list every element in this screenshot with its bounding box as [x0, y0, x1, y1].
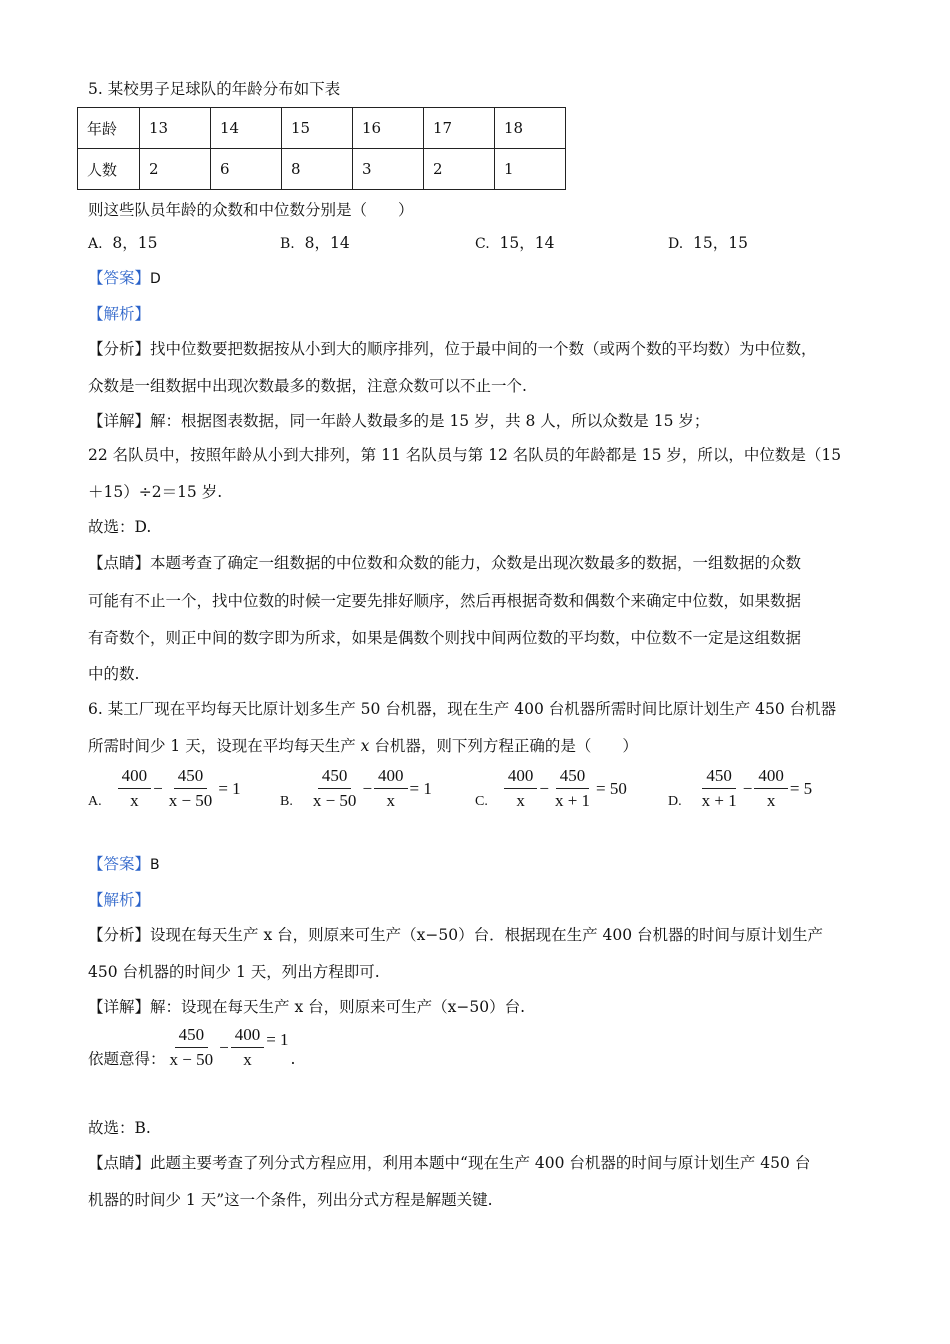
- numerator: 450: [174, 766, 208, 789]
- fraction: [166, 1025, 218, 1070]
- stem-text: 所需时间少 1 天，设现在平均每天生产: [88, 737, 361, 755]
- q6-equation-line: [88, 1025, 295, 1070]
- q6-conclusion: 故选：B.: [88, 1119, 151, 1137]
- table-cell: 3: [353, 149, 424, 190]
- dianjing-tag: 【点睛】: [88, 1154, 151, 1172]
- table-cell: 年龄: [78, 108, 140, 149]
- fraction: [165, 766, 217, 811]
- option-label: B.: [280, 793, 293, 809]
- q6-stem: 6. 某工厂现在平均每天比原计划多生产 50 台机器，现在生产 400 台机器所需时间比原计划生产 450 台机器: [88, 700, 837, 718]
- table-cell: 17: [424, 108, 495, 149]
- table-cell: 2: [140, 149, 211, 190]
- numerator: 400: [504, 766, 538, 789]
- rhs: = 5: [789, 778, 813, 798]
- option-text: 8，15: [112, 234, 158, 252]
- denominator: x − 50: [168, 791, 213, 810]
- rhs: = 1: [409, 778, 432, 798]
- rhs: = 50: [596, 778, 627, 798]
- option-label: C.: [475, 793, 488, 809]
- q5-xiangjie: [88, 409, 709, 431]
- q5-fenxi-line2: 众数是一组数据中出现次数最多的数据，注意众数可以不止一个.: [88, 377, 527, 395]
- fraction: [374, 766, 408, 811]
- answer-value: B: [150, 857, 160, 873]
- q6-stem-line2: [88, 734, 638, 756]
- age-table: [77, 107, 566, 190]
- table-cell: 1: [495, 149, 566, 190]
- table-cell: 15: [282, 108, 353, 149]
- q6-option-a[interactable]: [88, 766, 243, 811]
- q5-analysis-heading: 【解析】: [88, 305, 151, 323]
- q6-option-c[interactable]: [475, 766, 629, 811]
- fenxi-tag: 【分析】: [88, 926, 151, 944]
- option-label: B.: [280, 236, 295, 252]
- table-cell: 18: [495, 108, 566, 149]
- denominator: x: [386, 791, 396, 810]
- q5-title: 5. 某校男子足球队的年龄分布如下表: [88, 80, 341, 98]
- table-cell: 人数: [78, 149, 140, 190]
- option-text: 15，14: [499, 234, 555, 252]
- denominator: x − 50: [169, 1050, 214, 1069]
- table-row: [78, 108, 566, 149]
- rhs: = 1: [266, 1029, 289, 1049]
- q6-option-d[interactable]: [668, 766, 814, 811]
- option-text: 15，15: [693, 234, 748, 252]
- fraction: [231, 1025, 265, 1070]
- option-label: D.: [668, 793, 682, 809]
- q6-answer: [88, 852, 160, 874]
- answer-value: D: [150, 271, 161, 287]
- option-label: D.: [668, 236, 684, 252]
- numerator: 400: [374, 766, 408, 789]
- dianjing-tag: 【点睛】: [88, 554, 151, 572]
- numerator: 400: [118, 766, 152, 789]
- dianjing-text: 本题考查了确定一组数据的中位数和众数的能力，众数是出现次数最多的数据，一组数据的众数: [150, 554, 802, 572]
- xiangjie-tag: 【详解】: [88, 998, 151, 1016]
- fraction: [698, 766, 741, 811]
- numerator: 450: [318, 766, 352, 789]
- numerator: 400: [754, 766, 788, 789]
- table-cell: 6: [211, 149, 282, 190]
- rhs: = 1: [218, 778, 241, 798]
- table-cell: 8: [282, 149, 353, 190]
- q5-answer: [88, 266, 161, 288]
- fraction: [309, 766, 361, 811]
- q5-dianjing-line3: 有奇数个，则正中间的数字即为所求，如果是偶数个则找中间两位数的平均数，中位数不一定是这组数据: [88, 629, 802, 647]
- q5-option-b[interactable]: [280, 231, 350, 253]
- option-label: C.: [475, 236, 490, 252]
- option-label: A.: [88, 793, 102, 809]
- q6-xiangjie: [88, 995, 525, 1017]
- q5-stem: 则这些队员年龄的众数和中位数分别是（ ）: [88, 201, 414, 219]
- fenxi-text: 设现在每天生产 x 台，则原来可生产（x−50）台．根据现在生产 400 台机器的时间与原计划生产: [150, 926, 824, 944]
- denominator: x: [243, 1050, 252, 1069]
- q5-option-d[interactable]: [668, 231, 748, 253]
- q5-option-c[interactable]: [475, 231, 554, 253]
- operator: −: [153, 778, 163, 798]
- denominator: x: [516, 791, 525, 810]
- q6-analysis-heading: 【解析】: [88, 891, 151, 909]
- q5-conclusion: 故选：D.: [88, 518, 152, 536]
- numerator: 450: [175, 1025, 209, 1048]
- q6-dianjing: [88, 1151, 810, 1173]
- equation-label: 依题意得：: [88, 1049, 166, 1068]
- fraction: [754, 766, 788, 811]
- numerator: 400: [231, 1025, 265, 1048]
- numerator: 450: [556, 766, 590, 789]
- numerator: 450: [702, 766, 736, 789]
- q5-xiangjie-line2: 22 名队员中，按照年龄从小到大排列，第 11 名队员与第 12 名队员的年龄都是 15 岁，所以，中位数是（15: [88, 446, 842, 464]
- fraction: [551, 766, 594, 811]
- stem-text: 台机器，则下列方程正确的是（ ）: [369, 737, 638, 755]
- q6-option-b[interactable]: [280, 766, 434, 811]
- denominator: x: [130, 791, 139, 810]
- table-cell: 2: [424, 149, 495, 190]
- q6-fenxi: [88, 923, 823, 945]
- xiangjie-tag: 【详解】: [88, 412, 151, 430]
- table-cell: 13: [140, 108, 211, 149]
- q5-option-a[interactable]: [88, 231, 158, 253]
- table-cell: 16: [353, 108, 424, 149]
- denominator: x + 1: [701, 791, 737, 810]
- operator: −: [219, 1037, 229, 1057]
- q5-fenxi: [88, 337, 817, 359]
- fenxi-text: 找中位数要把数据按从小到大的顺序排列，位于最中间的一个数（或两个数的平均数）为中位数，: [150, 340, 817, 358]
- denominator: x: [766, 791, 776, 810]
- q5-dianjing: [88, 551, 801, 573]
- xiangjie-text: 解：设现在每天生产 x 台，则原来可生产（x−50）台.: [150, 998, 525, 1016]
- operator: −: [742, 778, 753, 798]
- xiangjie-text: 解：根据图表数据，同一年龄人数最多的是 15 岁，共 8 人，所以众数是 15 岁；: [150, 412, 710, 430]
- operator: −: [539, 778, 549, 798]
- q6-fenxi-line2: 450 台机器的时间少 1 天，列出方程即可.: [88, 963, 380, 981]
- q5-dianjing-line2: 可能有不止一个，找中位数的时候一定要先排好顺序，然后再根据奇数和偶数个来确定中位数，如果数据: [88, 592, 802, 610]
- operator: −: [362, 778, 373, 798]
- fenxi-tag: 【分析】: [88, 340, 151, 358]
- denominator: x + 1: [554, 791, 591, 810]
- table-row: [78, 149, 566, 190]
- variable: x: [360, 737, 370, 755]
- fraction: [118, 766, 152, 811]
- option-label: A.: [88, 236, 103, 252]
- denominator: x − 50: [312, 791, 357, 810]
- dianjing-text: 此题主要考查了列分式方程应用，利用本题中“现在生产 400 台机器的时间与原计划生产 450 台: [150, 1154, 811, 1172]
- q5-xiangjie-line3: ＋15）÷2＝15 岁.: [88, 483, 223, 501]
- equation-end: .: [290, 1049, 296, 1068]
- answer-tag: 【答案】: [88, 269, 151, 287]
- option-text: 8，14: [304, 234, 350, 252]
- q5-dianjing-line4: 中的数.: [88, 665, 140, 683]
- q6-dianjing-line2: 机器的时间少 1 天”这一个条件，列出分式方程是解题关键.: [88, 1191, 493, 1209]
- fraction: [504, 766, 538, 811]
- table-cell: 14: [211, 108, 282, 149]
- answer-tag: 【答案】: [88, 855, 151, 873]
